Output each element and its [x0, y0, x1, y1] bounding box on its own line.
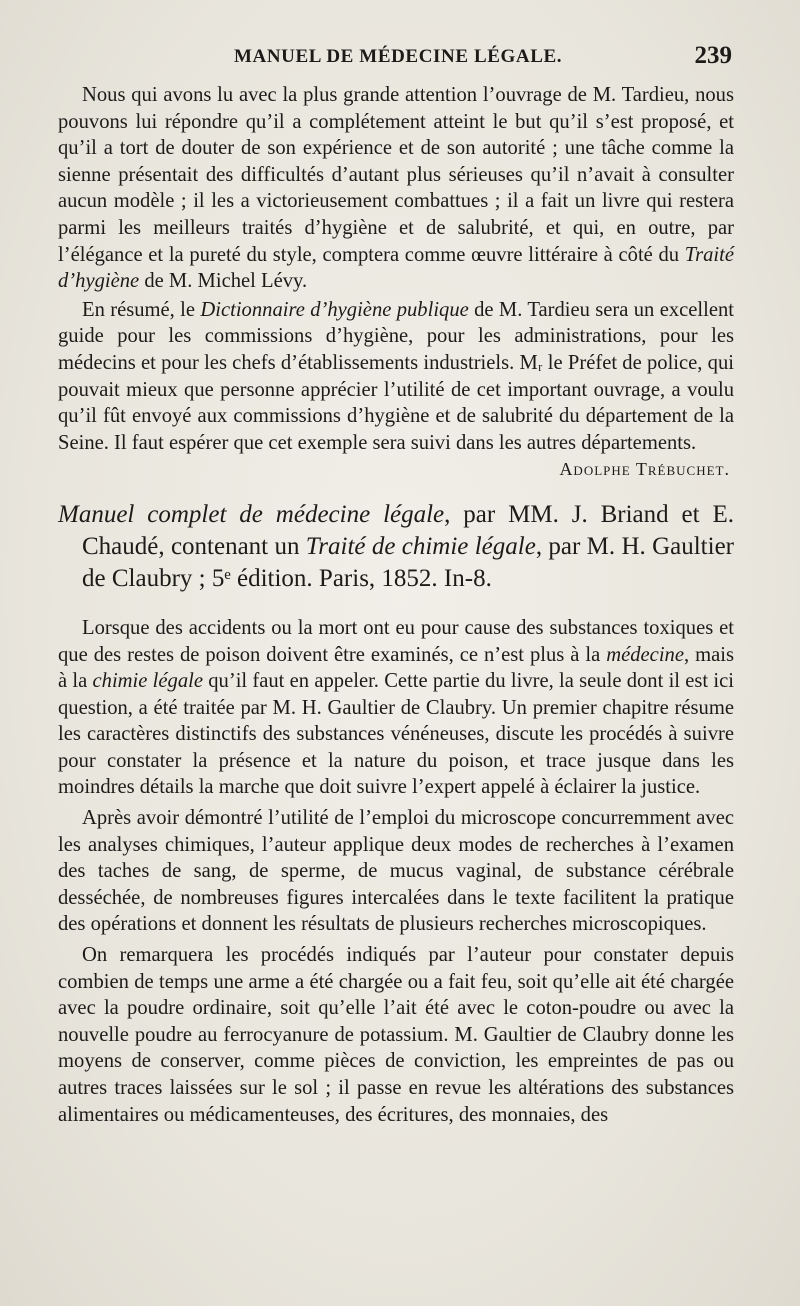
italic-title: Dictionnaire d’hygiène publique	[200, 298, 469, 321]
paragraph	[58, 82, 734, 295]
second-review	[58, 615, 734, 1128]
running-head: MANUEL DE MÉDECINE LÉGALE.	[234, 46, 563, 67]
italic-title: Traité de chimie légale	[305, 532, 536, 560]
page-header	[58, 40, 734, 82]
text-run: de M. Michel Lévy.	[139, 270, 308, 293]
text-run: , par MM. J. Briand et E. Chaudé, contenant un	[82, 500, 734, 560]
page-number: 239	[694, 42, 732, 69]
paragraph: On remarquera les procédés indiqués par l’auteur pour constater depuis combien de temps une arme a été chargée ou a fait feu, soit qu’elle ait été chargée avec la poudre ordinaire, soit qu’elle l’ait été avec le coton-poudre ou avec la nouvelle poudre au ferrocyanure de potassium. M. Gaultier de Claubry donne les moyens de conserver, comme pièces de conviction, les empreintes de pas ou autres traces laissées sur le sol ; il passe en revue les altérations des substances alimentaires ou médicamenteuses, des écritures, des monnaies, des	[58, 944, 734, 1126]
paragraph	[58, 615, 734, 801]
author-signature: Adolphe Trébuchet.	[559, 459, 730, 480]
italic-word: chimie légale	[92, 670, 203, 693]
text-run: , par M. H. Gaultier de Claubry ; 5ᵉ édition. Paris, 1852. In-8.	[82, 532, 734, 592]
italic-title: Manuel complet de médecine légale	[58, 500, 445, 528]
first-review	[58, 82, 734, 483]
text-run: En résumé, le	[82, 298, 201, 321]
paragraph: Après avoir démontré l’utilité de l’emploi du microscope concurremment avec les analyses chimiques, l’auteur applique deux modes de recherches à l’examen des taches de sang, de sperme, de mucus vaginal, de substance cérébrale desséchée, de nombreuses figures intercalées dans le texte facilitent la pratique des opérations et donnent les résultats de plusieurs recherches microscopiques.	[58, 807, 734, 936]
paragraph	[58, 297, 735, 480]
text-run: qu’il faut en appeler. Cette partie du livre, la seule dont il est ici question, a été traitée par M. H. Gaultier de Claubry. Un premier chapitre résume les caractères distinctifs des substances vénéneuses, discute les procédés à suivre pour constater la présence et la nature du poison, et trace jusque dans les moindres détails la marche que doit suivre l’expert appelé à éclairer la justice.	[58, 670, 734, 799]
book-title-entry	[58, 499, 734, 595]
italic-word: médecine	[606, 643, 684, 666]
text-run: , mais à la	[58, 643, 734, 693]
text-run: de M. Tardieu sera un excellent guide pour les commissions d’hygiène, pour les administrations, pour les médecins et pour les chefs d’établissements industriels. Mᵣ le Préfet de police, qui pouvait mieux que personne apprécier l’utilité de cet important ouvrage, a voulu qu’il fût envoyé aux commissions d’hygiène et de salubrité du département de la Seine. Il faut espérer que cet exemple sera suivi dans les autres départements.	[58, 298, 735, 454]
italic-title: Traité d’hygiène	[58, 243, 734, 293]
text-run: Nous qui avons lu avec la plus grande attention l’ouvrage de M. Tardieu, nous pouvons lui répondre qu’il a complétement atteint le but qu’il s’est proposé, et qu’il a tort de douter de son expérience et de son autorité ; une tâche comme la sienne présentait des difficultés d’autant plus sérieuses qu’il n’avait à consulter aucun modèle ; il les a victorieusement combattues ; il a fait un livre qui restera parmi les meilleurs traités d’hygiène et de salubrité, et qui, en outre, par l’élégance et la pureté du style, comptera comme œuvre littéraire à côté du	[58, 84, 734, 266]
text-run: Lorsque des accidents ou la mort ont eu pour cause des substances toxiques et que des restes de poison doivent être examinés, ce n’est plus à la	[58, 616, 734, 666]
